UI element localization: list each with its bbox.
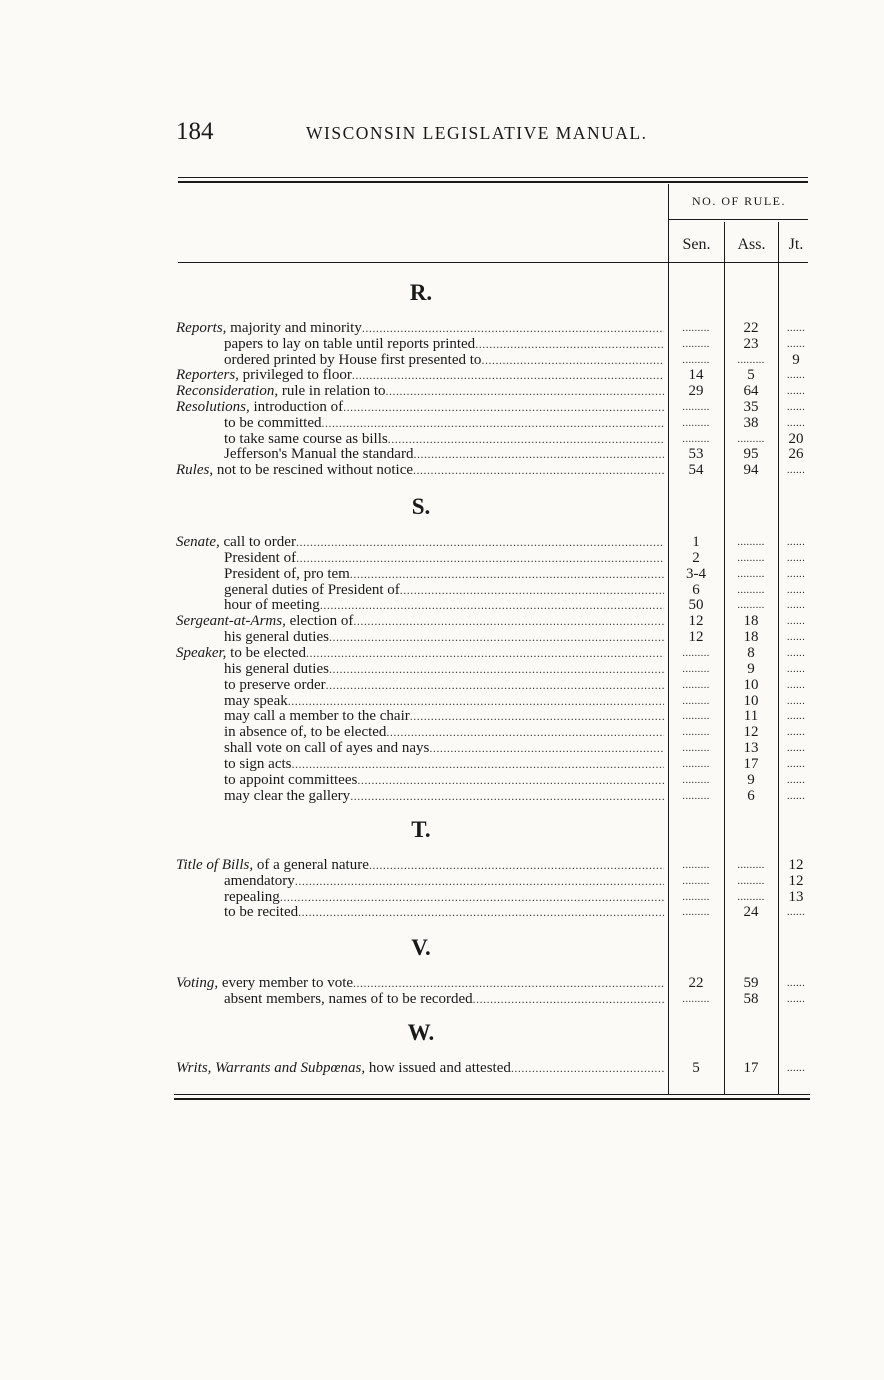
rule-number-ass: 64 (743, 383, 759, 400)
index-row (0, 677, 884, 694)
index-entry (224, 415, 664, 432)
rule-number-jt: 26 (788, 446, 804, 463)
entry-text: rule in relation to (278, 383, 386, 400)
index-row (0, 991, 884, 1008)
rule-number-sen: ......... (682, 662, 710, 675)
dot-leader (353, 975, 664, 992)
index-entry (224, 708, 664, 725)
rule-number-sen: ......... (682, 773, 710, 786)
index-entry (224, 724, 664, 741)
rule-number-ass: 38 (743, 414, 759, 431)
index-row (0, 320, 884, 337)
section-letter: S. (411, 494, 431, 519)
entry-keyword: Reporters, (176, 367, 239, 384)
entry-text: ordered printed by House first presented to (224, 351, 482, 368)
dot-leader (413, 446, 664, 463)
rule-number-ass: ......... (737, 551, 765, 564)
column-header-ass: Ass. (737, 236, 766, 253)
rule-number-jt: ...... (786, 567, 806, 580)
rule-number-ass: 9 (747, 660, 755, 677)
index-entry (224, 889, 664, 906)
rule-number-jt: ...... (786, 615, 806, 628)
dot-leader (388, 431, 664, 448)
rule-number-sen: ......... (682, 992, 710, 1005)
rule-number-sen: 29 (688, 383, 704, 400)
rule-number-ass: ......... (737, 536, 765, 548)
rule-number-jt: ...... (786, 583, 806, 596)
rule-number-sen: 22 (688, 975, 704, 991)
index-row (0, 613, 884, 630)
rule-number-ass: 8 (747, 644, 755, 661)
rule-number-jt: ...... (786, 977, 806, 989)
rule-number-jt: 12 (788, 857, 804, 873)
rule-number-jt: ...... (786, 369, 806, 382)
index-row (0, 1060, 884, 1077)
rule-number-sen: 6 (692, 581, 700, 598)
rule-number-ass: ......... (737, 890, 765, 903)
rule-number-ass: 24 (743, 904, 759, 921)
entry-keyword: Reports, (176, 320, 227, 336)
entry-text: privileged to floor (238, 367, 352, 384)
rule-number-sen: 12 (688, 613, 704, 630)
dot-leader (292, 756, 665, 773)
entry-text: papers to lay on table until reports printed (224, 335, 476, 352)
column-head-rule (178, 262, 808, 263)
column-header-jt: Jt. (788, 236, 804, 253)
index-entry (176, 975, 664, 992)
entry-text: to be recited (224, 904, 299, 921)
entry-text: President of, pro tem (224, 565, 350, 582)
entry-text: Jefferson's Manual the standard (224, 446, 414, 463)
entry-keyword: Voting, (176, 975, 219, 991)
dot-leader (362, 320, 664, 337)
top-rule-thick (178, 181, 808, 183)
index-entry (224, 693, 664, 710)
section-letter: V. (411, 935, 431, 960)
entry-text: may speak (224, 692, 288, 709)
index-entry (176, 857, 664, 874)
rule-number-jt: ...... (786, 773, 806, 786)
index-row (0, 756, 884, 773)
entry-text: President of (224, 549, 297, 566)
index-row (0, 352, 884, 369)
dot-leader (353, 613, 664, 630)
dot-leader (295, 873, 664, 890)
entry-text: of a general nature (253, 857, 369, 873)
index-entry (176, 367, 664, 384)
index-entry (224, 446, 664, 463)
index-entry (224, 756, 664, 773)
dot-leader (481, 352, 664, 369)
section-letter: R. (409, 280, 433, 305)
index-entry (224, 566, 664, 583)
index-entry (176, 613, 664, 630)
rule-number-sen: 50 (688, 597, 704, 614)
dot-leader (429, 740, 664, 757)
section-letter: T. (411, 817, 431, 842)
rule-number-ass: 94 (743, 462, 759, 479)
entry-text: majority and minority (226, 320, 362, 336)
rule-number-ass: 10 (743, 676, 759, 693)
entry-text: may call a member to the chair (224, 708, 410, 725)
index-row (0, 629, 884, 646)
rule-number-jt: 12 (788, 872, 804, 889)
entry-text: general duties of President of (224, 581, 400, 598)
index-row (0, 693, 884, 710)
entry-text: to appoint committees (224, 771, 358, 788)
index-entry (224, 904, 664, 921)
rule-number-sen: ......... (682, 874, 710, 887)
rule-number-ass: 23 (743, 335, 759, 352)
index-row (0, 566, 884, 583)
rule-number-ass: ......... (737, 874, 765, 887)
rule-number-ass: 9 (747, 771, 755, 788)
rule-number-jt: ...... (786, 464, 806, 477)
rule-number-ass: 95 (743, 446, 759, 463)
index-entry (224, 661, 664, 678)
rule-number-ass: 18 (743, 613, 759, 630)
rule-number-sen: ......... (682, 859, 710, 871)
top-rule-thin (178, 177, 808, 178)
rule-number-jt: ...... (786, 757, 806, 770)
index-row (0, 904, 884, 921)
entry-text: in absence of, to be elected (224, 724, 387, 741)
rule-number-jt: ...... (786, 337, 806, 350)
index-entry (224, 873, 664, 890)
dot-leader (280, 889, 664, 906)
dot-leader (473, 991, 664, 1008)
rule-number-jt: ...... (786, 694, 806, 707)
dot-leader (326, 677, 664, 694)
rule-number-jt: ...... (786, 678, 806, 691)
section-letter: W. (407, 1020, 435, 1045)
rule-number-jt: ...... (786, 726, 806, 739)
rule-number-sen: ......... (682, 742, 710, 755)
index-entry (176, 383, 664, 400)
rule-number-ass: 11 (743, 708, 759, 725)
index-row (0, 788, 884, 805)
index-row (0, 462, 884, 479)
dot-leader (329, 661, 664, 678)
rule-number-ass: 13 (743, 740, 759, 757)
dot-leader (350, 788, 664, 805)
index-row (0, 383, 884, 400)
dot-leader (413, 462, 664, 479)
index-row (0, 446, 884, 463)
bottom-rule-thick (174, 1098, 810, 1100)
dot-leader (320, 597, 664, 614)
entry-text: repealing (224, 888, 280, 905)
rule-number-jt: ...... (786, 789, 806, 802)
entry-keyword: Resolutions, (176, 399, 250, 415)
rule-number-ass: 5 (747, 367, 755, 384)
index-entry (224, 431, 664, 448)
rule-number-ass: ......... (737, 583, 765, 596)
rule-number-jt: ...... (786, 742, 806, 755)
rule-number-ass: 22 (743, 320, 759, 336)
dot-leader (298, 904, 664, 921)
entry-text: to sign acts (224, 755, 292, 772)
rule-number-sen: ......... (682, 789, 710, 802)
index-entry (224, 677, 664, 694)
entry-keyword: Sergeant-at-Arms, (176, 613, 286, 630)
entry-text: absent members, names of to be recorded (224, 990, 473, 1007)
index-row (0, 889, 884, 906)
rule-number-ass: 18 (743, 629, 759, 646)
dot-leader (475, 336, 664, 353)
index-entry (176, 645, 664, 662)
dot-leader (321, 415, 664, 432)
rule-number-sen: ......... (682, 432, 710, 445)
index-row (0, 582, 884, 599)
index-row (0, 772, 884, 789)
dot-leader (386, 383, 664, 400)
rule-number-sen: ......... (682, 678, 710, 691)
entry-text: may clear the gallery (224, 787, 351, 804)
bottom-rule-thin (174, 1094, 810, 1095)
rule-number-sen: ......... (682, 694, 710, 707)
rule-number-jt: ...... (786, 551, 806, 564)
rule-number-ass: 58 (743, 990, 759, 1007)
entry-text: to preserve order (224, 676, 326, 693)
index-entry (176, 320, 664, 337)
rule-number-ass: 6 (747, 787, 755, 804)
rule-number-ass: 10 (743, 692, 759, 709)
dot-leader (288, 693, 664, 710)
rule-number-sen: ......... (682, 757, 710, 770)
rule-number-jt: ...... (786, 322, 806, 334)
index-entry (224, 991, 664, 1008)
entry-text: his general duties (224, 660, 329, 677)
rule-number-ass: ......... (737, 432, 765, 445)
column-group-label: NO. OF RULE. (691, 194, 786, 208)
dot-leader (343, 399, 664, 416)
rule-number-jt: ...... (786, 401, 806, 413)
rule-number-jt: 9 (792, 351, 800, 368)
index-entry (224, 336, 664, 353)
rule-number-ass: 17 (743, 755, 759, 772)
rule-number-sen: ......... (682, 353, 710, 366)
rule-number-sen: ......... (682, 322, 710, 334)
index-entry (176, 462, 664, 479)
rule-number-ass: 17 (743, 1060, 759, 1076)
entry-keyword: Reconsideration, (176, 383, 279, 400)
rule-number-ass: 12 (743, 724, 759, 741)
rule-number-jt: ...... (786, 906, 806, 919)
index-row (0, 724, 884, 741)
column-header-sen: Sen. (682, 236, 711, 253)
running-title: WISCONSIN LEGISLATIVE MANUAL. (306, 123, 648, 143)
dot-leader (511, 1060, 664, 1077)
rule-number-sen: 3-4 (686, 565, 706, 582)
rule-number-sen: 12 (688, 629, 704, 646)
rule-number-sen: 2 (692, 549, 700, 566)
index-row (0, 661, 884, 678)
rule-number-sen: ......... (682, 646, 710, 659)
rule-number-ass: ......... (737, 567, 765, 580)
index-entry (224, 597, 664, 614)
index-entry (176, 534, 664, 551)
entry-keyword: Speaker, (176, 644, 227, 661)
index-row (0, 431, 884, 448)
dot-leader (357, 772, 664, 789)
index-entry (224, 629, 664, 646)
index-row (0, 975, 884, 992)
entry-text: every member to vote (218, 975, 354, 991)
entry-text: call to order (219, 534, 296, 550)
rule-number-jt: ...... (786, 416, 806, 429)
entry-text: introduction of (249, 399, 344, 415)
rule-number-jt: ...... (786, 385, 806, 398)
index-entry (224, 550, 664, 567)
index-entry (224, 740, 664, 757)
entry-keyword: Title of Bills, (176, 857, 254, 873)
rule-number-jt: 20 (788, 430, 804, 447)
rule-number-jt: ...... (786, 536, 806, 548)
rule-number-jt: ...... (786, 631, 806, 644)
dot-leader (369, 857, 664, 874)
rule-number-sen: ......... (682, 726, 710, 739)
entry-text: not to be rescined without notice (213, 462, 414, 479)
rule-number-sen: ......... (682, 890, 710, 903)
rule-number-ass: 35 (743, 399, 759, 415)
entry-text: shall vote on call of ayes and nays (224, 740, 430, 757)
entry-keyword: Rules, (176, 462, 214, 479)
index-row (0, 597, 884, 614)
rule-number-sen: 1 (692, 534, 700, 550)
index-row (0, 336, 884, 353)
index-row (0, 367, 884, 384)
rule-number-jt: ...... (786, 1062, 806, 1074)
rule-number-sen: ......... (682, 906, 710, 919)
rule-number-sen: ......... (682, 337, 710, 350)
rule-number-sen: ......... (682, 401, 710, 413)
index-row (0, 708, 884, 725)
index-entry (224, 772, 664, 789)
rule-number-sen: ......... (682, 416, 710, 429)
rule-number-jt: 13 (788, 888, 804, 905)
rule-number-ass: ......... (737, 353, 765, 366)
entry-text: hour of meeting (224, 597, 320, 614)
entry-keyword: Writs, Warrants and Subpœnas, (176, 1060, 366, 1076)
dot-leader (306, 645, 664, 662)
index-row (0, 415, 884, 432)
rule-number-sen: 54 (688, 462, 704, 479)
rule-number-jt: ...... (786, 599, 806, 612)
index-row (0, 550, 884, 567)
entry-text: to be committed (224, 414, 322, 431)
index-entry (224, 788, 664, 805)
rule-number-ass: 59 (743, 975, 759, 991)
index-entry (224, 582, 664, 599)
index-row (0, 399, 884, 416)
rule-number-sen: 5 (692, 1060, 700, 1076)
entry-text: to take same course as bills (224, 430, 388, 447)
rule-number-sen: ......... (682, 710, 710, 723)
entry-keyword: Senate, (176, 534, 220, 550)
page-header (176, 118, 696, 152)
entry-text: how issued and attested (365, 1060, 511, 1076)
dot-leader (386, 724, 664, 741)
rule-number-jt: ...... (786, 992, 806, 1005)
index-row (0, 857, 884, 874)
dot-leader (352, 367, 664, 384)
entry-text: his general duties (224, 629, 329, 646)
index-row (0, 740, 884, 757)
rule-number-jt: ...... (786, 710, 806, 723)
index-entry (176, 399, 664, 416)
entry-text: election of (285, 613, 354, 630)
rule-number-sen: 53 (688, 446, 704, 463)
rule-number-jt: ...... (786, 646, 806, 659)
rule-number-sen: 14 (688, 367, 704, 384)
index-row (0, 873, 884, 890)
page-number: 184 (176, 118, 214, 145)
index-row (0, 645, 884, 662)
dot-leader (296, 534, 664, 551)
index-entry (224, 352, 664, 369)
entry-text: amendatory (224, 872, 295, 889)
rule-number-ass: ......... (737, 859, 765, 871)
dot-leader (329, 629, 664, 646)
entry-text: to be elected (226, 644, 306, 661)
dot-leader (400, 582, 664, 599)
rule-number-jt: ...... (786, 662, 806, 675)
rule-number-ass: ......... (737, 599, 765, 612)
index-row (0, 534, 884, 551)
dot-leader (350, 566, 664, 583)
index-entry (176, 1060, 664, 1077)
dot-leader (296, 550, 664, 567)
group-head-rule (668, 219, 808, 220)
dot-leader (410, 708, 664, 725)
